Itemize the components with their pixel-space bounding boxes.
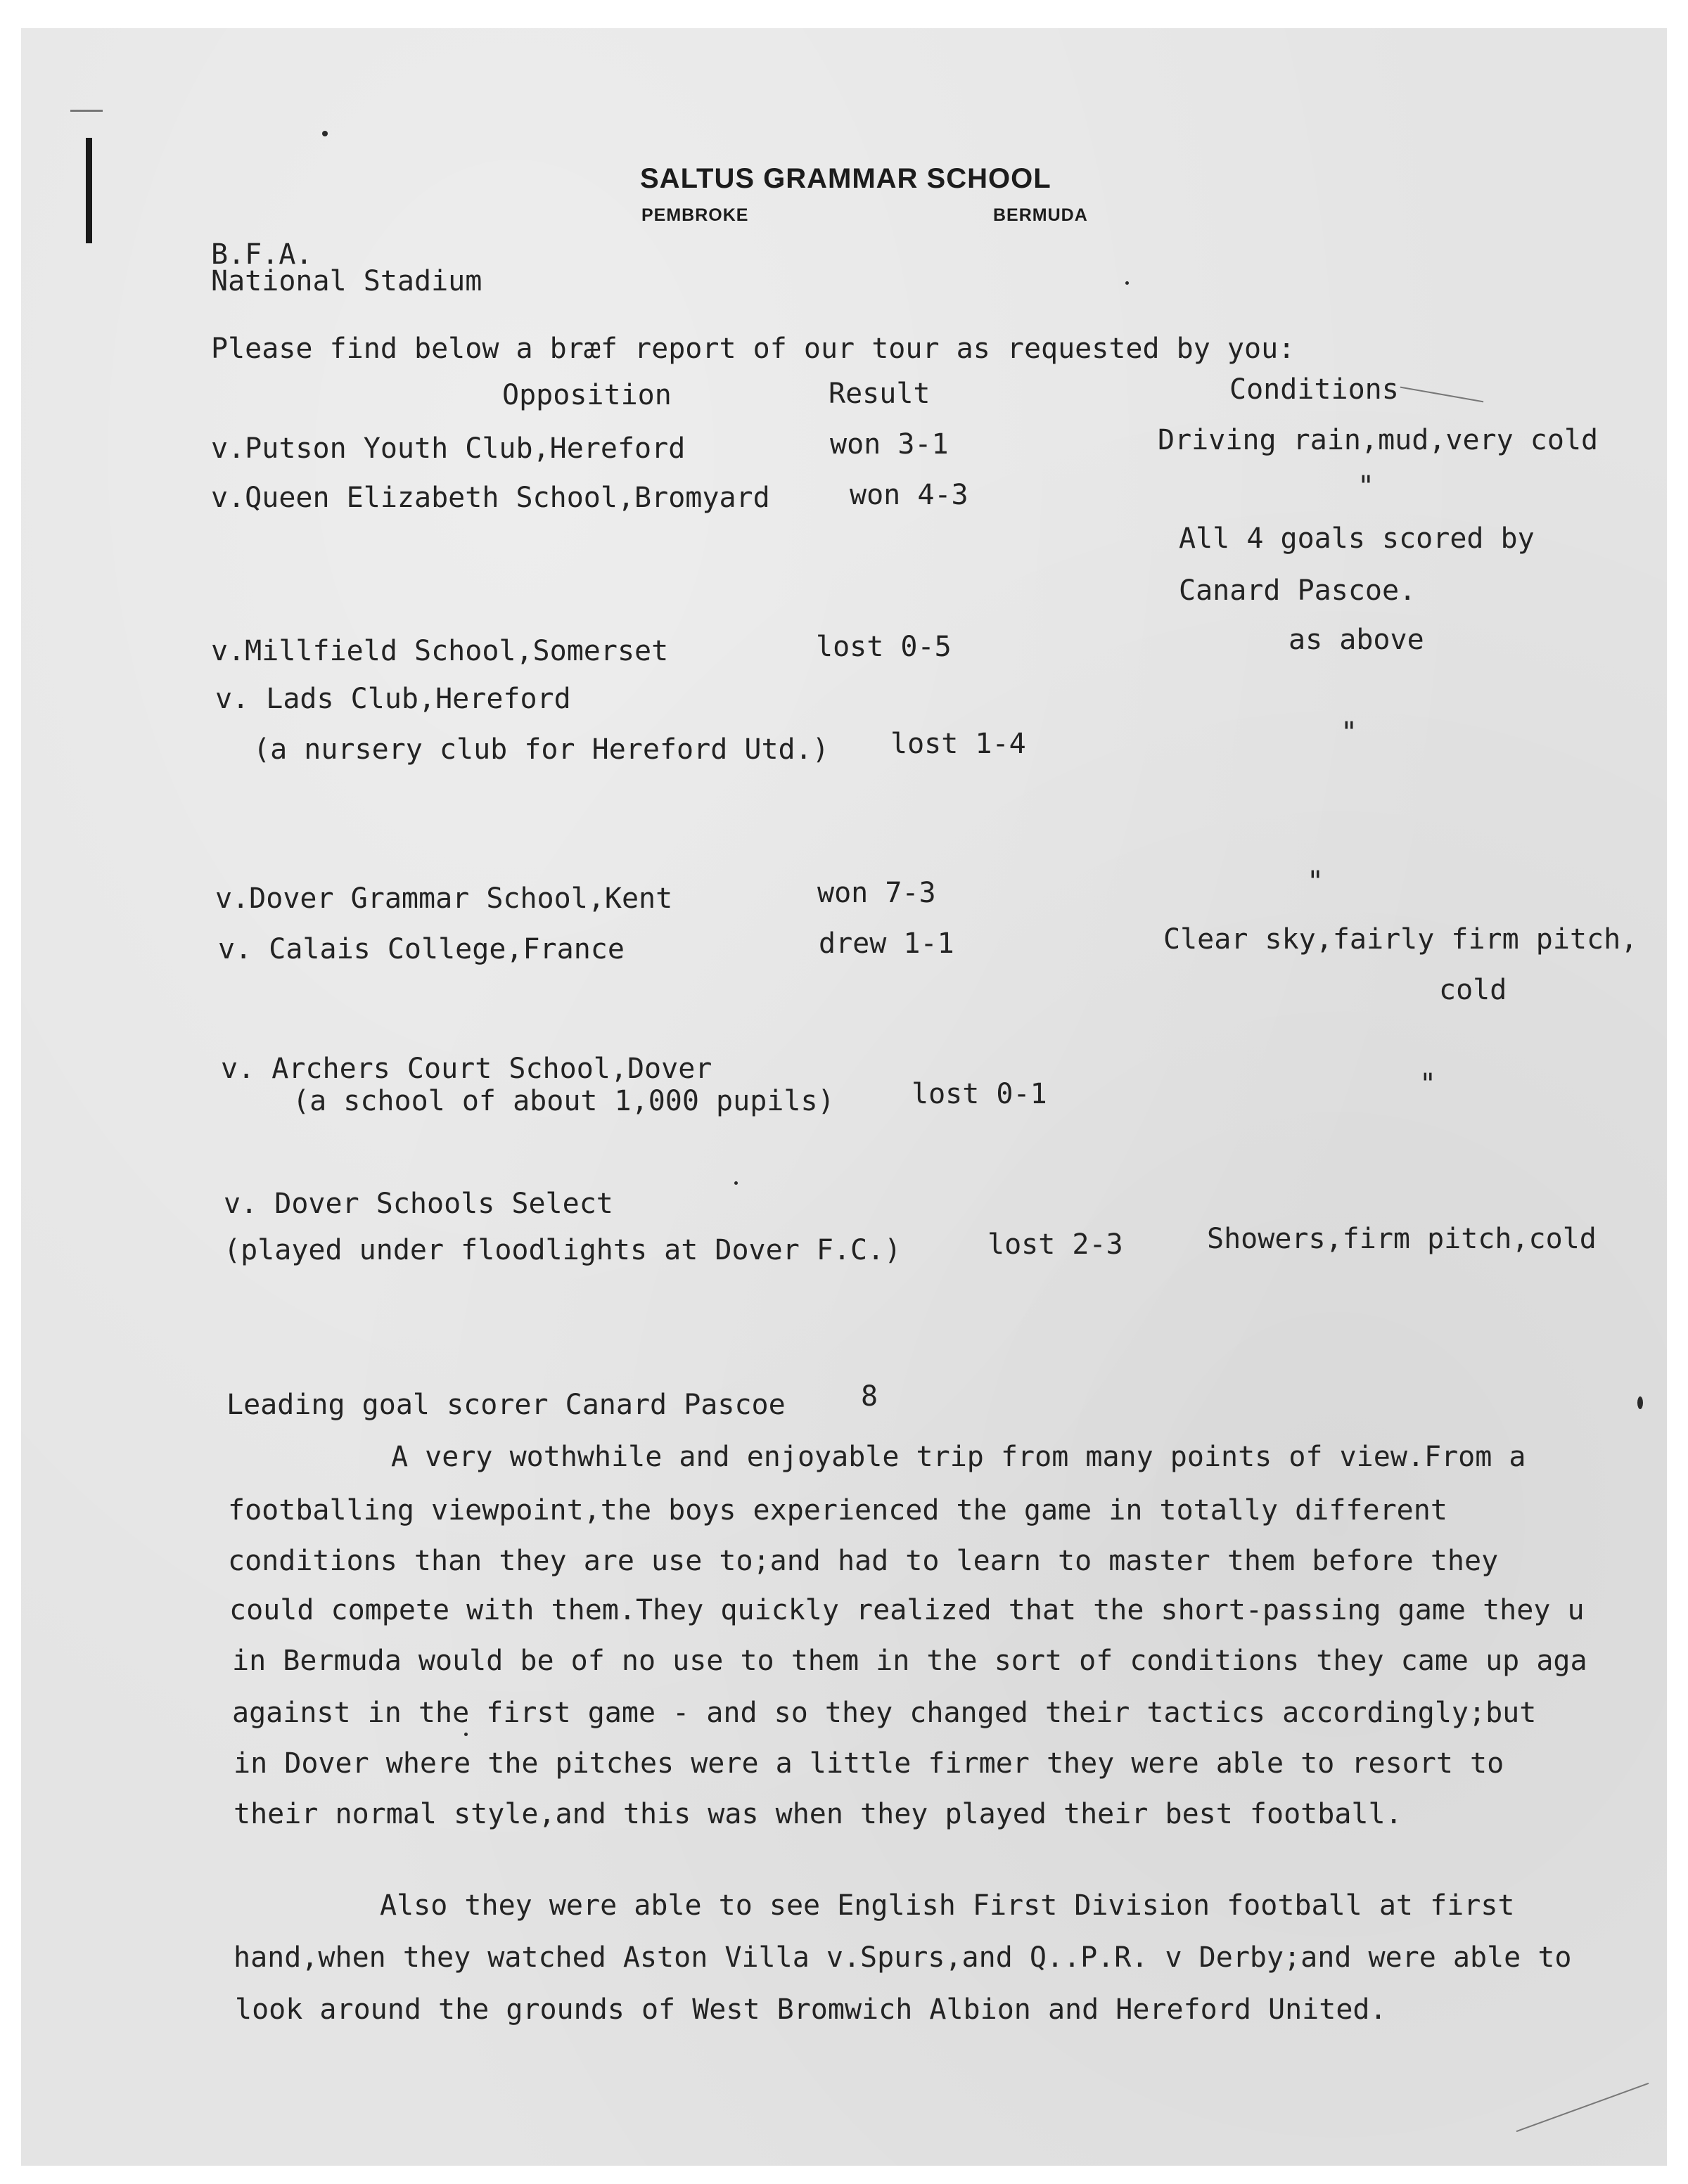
match-conditions: Clear sky,fairly firm pitch, [1163,923,1638,956]
match-opposition-note: (played under floodlights at Dover F.C.) [224,1234,902,1266]
match-opposition: v.Putson Youth Club,Hereford [211,432,686,465]
match-result: lost 1-4 [890,728,1026,760]
match-result: lost 0-5 [816,631,952,663]
margin-pen-mark [86,138,92,243]
match-result: won 3-1 [830,428,949,461]
paragraph1-line: against in the first game - and so they changed their tactics accordingly;but [232,1697,1537,1729]
paragraph2-line: Also they were able to see English First Division football at first [380,1889,1515,1922]
ink-speck [1637,1396,1643,1409]
addressee-line1: B.F.A. [211,238,313,271]
match-note: All 4 goals scored by [1179,522,1535,555]
paragraph1-line: in Dover where the pitches were a little firmer they were able to resort to [234,1747,1504,1780]
match-result: won 4-3 [850,479,968,511]
paragraph1-line: in Bermuda would be of no use to them in the sort of conditions they came up aga [232,1645,1587,1677]
match-result: lost 0-1 [912,1078,1047,1110]
match-opposition-note: (a nursery club for Hereford Utd.) [253,733,829,766]
paragraph1-line: A very wothwhile and enjoyable trip from many points of view.From a [391,1441,1526,1473]
match-opposition: v. Dover Schools Select [224,1188,613,1220]
header-result: Result [829,378,931,410]
intro-line: Please find below a bræf report of our tour as requested by you: [211,333,1296,365]
ink-speck [1125,281,1129,285]
match-conditions-line2: cold [1439,974,1507,1006]
ink-speck [322,131,328,136]
paragraph1-line: their normal style,and this was when they played their best football. [234,1798,1402,1830]
ink-speck [464,1733,468,1736]
match-conditions: " [1341,717,1358,749]
match-opposition: v.Dover Grammar School,Kent [215,882,673,915]
paragraph1-line: footballing viewpoint,the boys experienced the game in totally different [228,1494,1447,1527]
letterhead-location-left: PEMBROKE [641,205,749,225]
match-opposition: v.Queen Elizabeth School,Bromyard [211,482,770,514]
header-opposition: Opposition [502,379,672,411]
header-conditions: Conditions [1229,373,1399,406]
paragraph2-line: look around the grounds of West Bromwich Albion and Hereford United. [235,1993,1387,2026]
ink-speck [734,1181,738,1185]
match-conditions: Driving rain,mud,very cold [1158,424,1599,456]
match-opposition: v. Lads Club,Hereford [215,683,571,715]
match-note: Canard Pascoe. [1179,574,1417,607]
match-conditions: " [1357,470,1375,503]
match-result: won 7-3 [817,877,936,909]
match-conditions: Showers,firm pitch,cold [1207,1223,1597,1255]
letterhead-school-name: SALTUS GRAMMAR SCHOOL [640,163,1051,194]
paragraph1-line: conditions than they are use to;and had to learn to master them before they [228,1545,1499,1577]
paragraph2-line: hand,when they watched Aston Villa v.Spurs,and Q..P.R. v Derby;and were able to [234,1941,1572,1974]
match-opposition-note: (a school of about 1,000 pupils) [293,1085,835,1117]
paragraph1-line: could compete with them.They quickly realized that the short-passing game they u [229,1594,1585,1626]
match-result: drew 1-1 [819,927,954,960]
match-result: lost 2-3 [987,1228,1123,1261]
match-conditions: " [1307,866,1324,898]
match-opposition: v.Millfield School,Somerset [211,635,669,667]
match-conditions: as above [1289,624,1424,656]
match-opposition: v. Calais College,France [218,933,625,965]
match-conditions: " [1419,1068,1437,1100]
match-opposition: v. Archers Court School,Dover [221,1053,712,1085]
leading-scorer-goals: 8 [861,1380,878,1413]
letterhead-location-right: BERMUDA [993,205,1088,225]
leading-scorer-label: Leading goal scorer Canard Pascoe [226,1389,786,1421]
margin-scratch [70,110,103,112]
addressee-line2: National Stadium [211,265,482,297]
